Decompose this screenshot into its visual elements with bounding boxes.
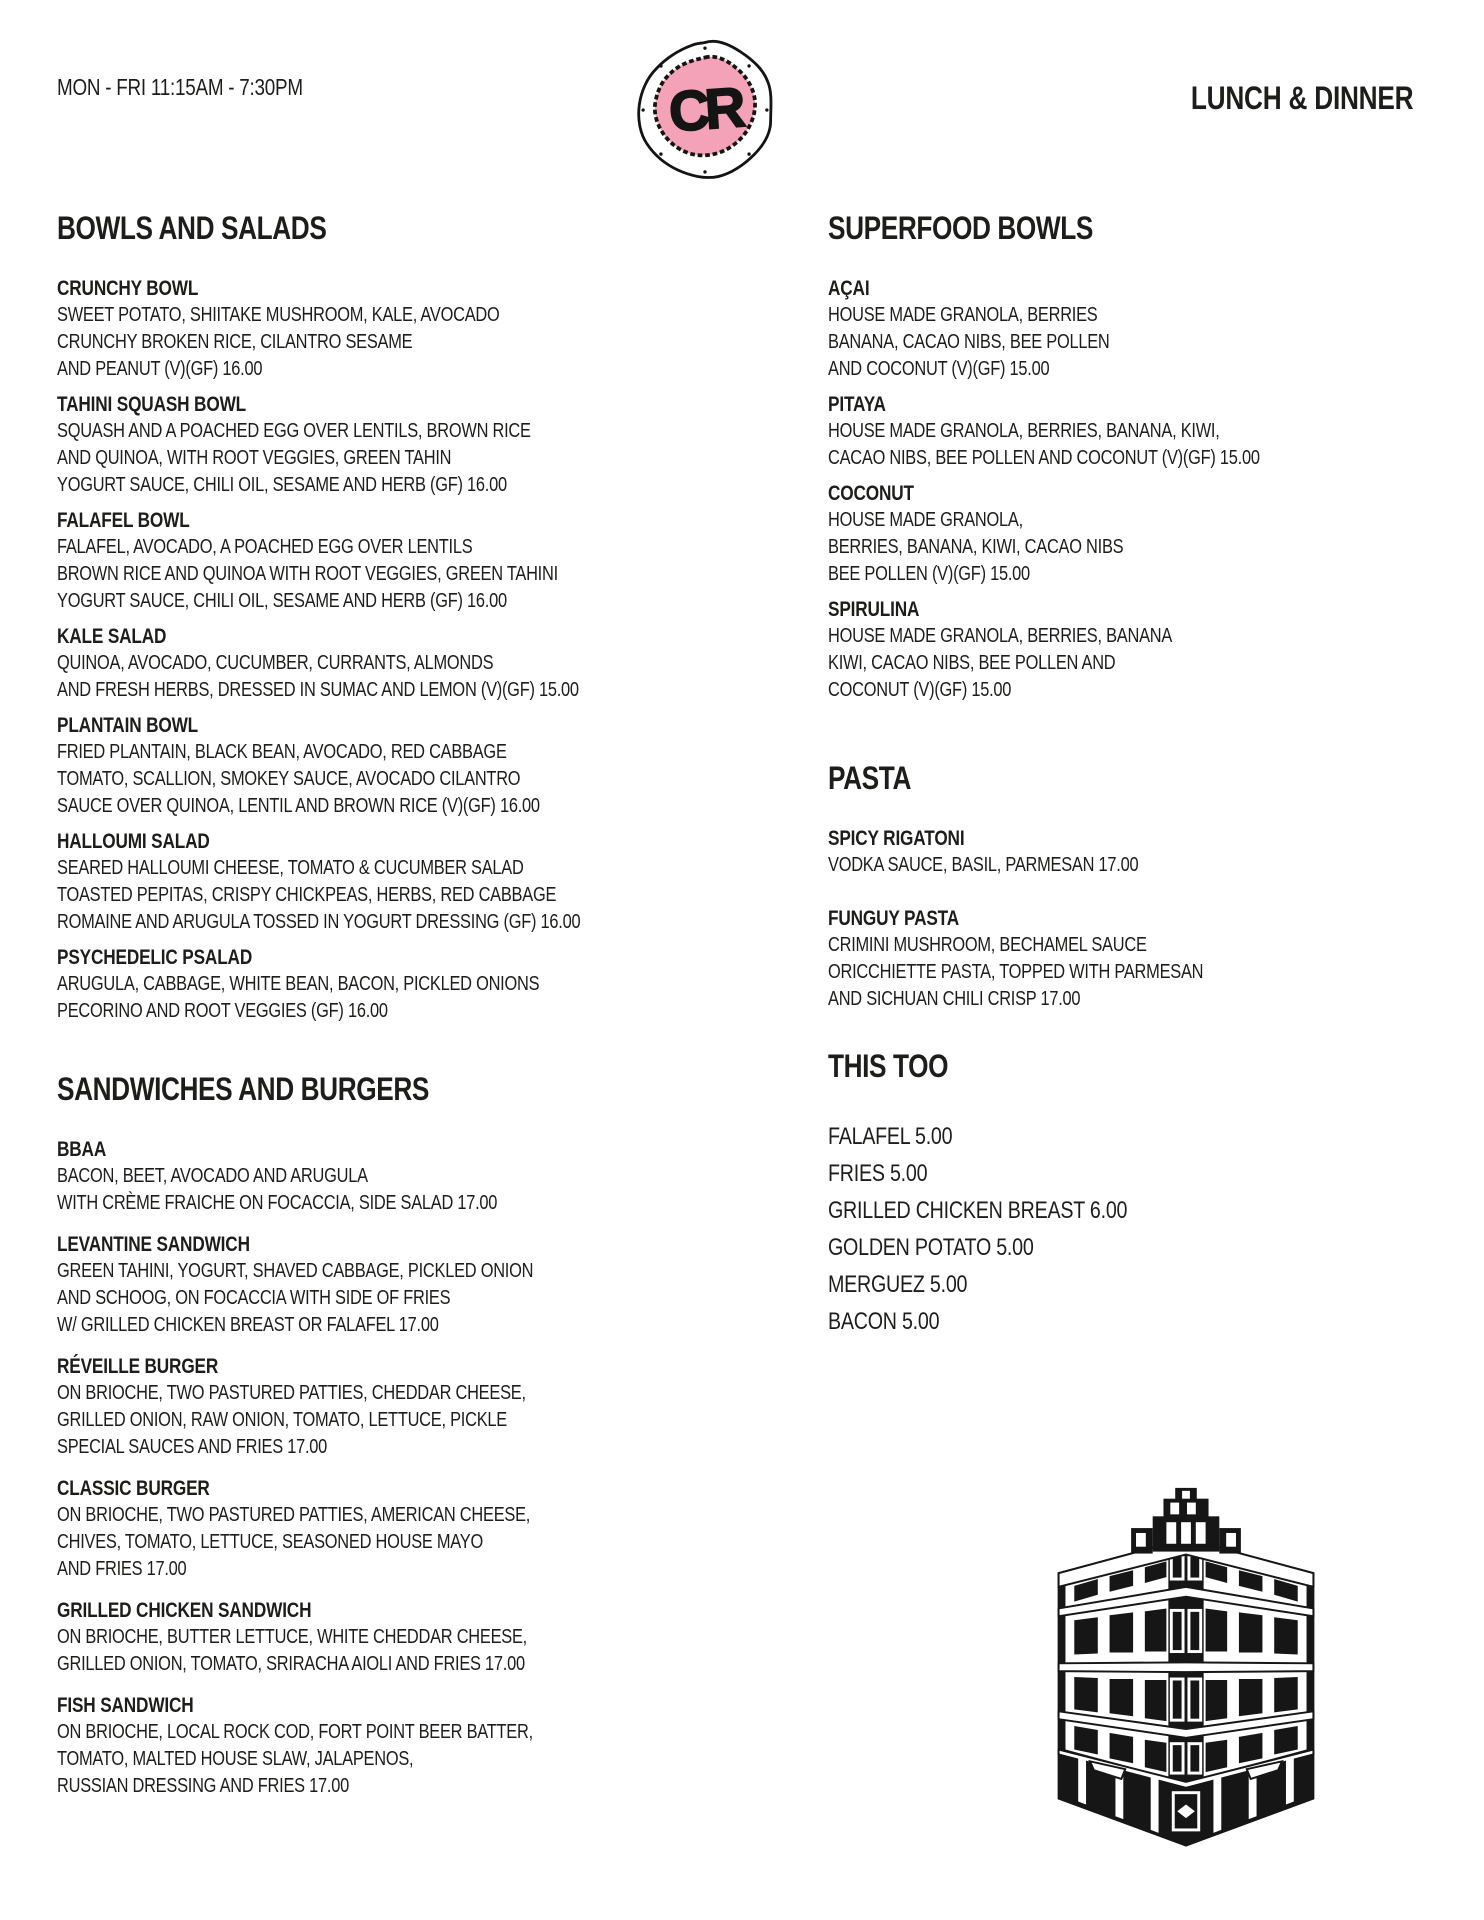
item-name: PSYCHEDELIC PSALAD <box>57 946 253 969</box>
item-name: RÉVEILLE BURGER <box>57 1355 219 1378</box>
item-desc-line: AND FRESH HERBS, DRESSED IN SUMAC AND LEMON (V)(GF) 15.00 <box>57 679 579 701</box>
item-desc-line: RUSSIAN DRESSING AND FRIES 17.00 <box>57 1775 349 1797</box>
item-desc-line: ON BRIOCHE, LOCAL ROCK COD, FORT POINT BEER BATTER, <box>57 1721 533 1743</box>
item-desc-line: HOUSE MADE GRANOLA, BERRIES, BANANA <box>828 625 1173 647</box>
item-name: BBAA <box>57 1138 107 1161</box>
menu-item <box>57 393 762 499</box>
logo-monogram: CR <box>666 75 743 144</box>
item-name: PITAYA <box>828 393 886 416</box>
item-desc-line: VODKA SAUCE, BASIL, PARMESAN 17.00 <box>828 854 1139 876</box>
item-desc-line: CHIVES, TOMATO, LETTUCE, SEASONED HOUSE MAYO <box>57 1531 483 1553</box>
item-desc-line: BROWN RICE AND QUINOA WITH ROOT VEGGIES, GREEN TAHINI <box>57 563 558 585</box>
section-pasta <box>828 762 1468 1013</box>
item-desc-line: SPECIAL SAUCES AND FRIES 17.00 <box>57 1436 328 1458</box>
item-desc-line: BACON, BEET, AVOCADO AND ARUGULA <box>57 1165 368 1187</box>
menu-item <box>57 946 762 1025</box>
menu-item <box>828 393 1468 472</box>
item-desc-line: TOASTED PEPITAS, CRISPY CHICKPEAS, HERBS, RED CABBAGE <box>57 884 557 906</box>
section-heading: THIS TOO <box>828 1048 949 1084</box>
item-desc-line: ON BRIOCHE, TWO PASTURED PATTIES, AMERICAN CHEESE, <box>57 1504 531 1526</box>
list-item: FALAFEL 5.00 <box>828 1123 953 1150</box>
menu-item <box>828 482 1468 588</box>
item-name: FISH SANDWICH <box>57 1694 194 1717</box>
menu-item <box>57 1694 762 1800</box>
item-desc-line: PECORINO AND ROOT VEGGIES (GF) 16.00 <box>57 1000 388 1022</box>
menu-item <box>828 907 1468 1013</box>
item-name: KALE SALAD <box>57 625 167 648</box>
menu-item <box>57 1599 762 1678</box>
item-desc-line: QUINOA, AVOCADO, CUCUMBER, CURRANTS, ALMONDS <box>57 652 494 674</box>
item-desc-line: ON BRIOCHE, TWO PASTURED PATTIES, CHEDDAR CHEESE, <box>57 1382 526 1404</box>
item-desc-line: FRIED PLANTAIN, BLACK BEAN, AVOCADO, RED CABBAGE <box>57 741 507 763</box>
item-desc-line: AND SCHOOG, ON FOCACCIA WITH SIDE OF FRIES <box>57 1287 451 1309</box>
section-bowls-and-salads <box>57 212 762 1025</box>
menu-item <box>828 598 1468 704</box>
section-heading: SANDWICHES AND BURGERS <box>57 1071 429 1107</box>
list-item: MERGUEZ 5.00 <box>828 1271 968 1298</box>
item-desc-line: HOUSE MADE GRANOLA, BERRIES <box>828 304 1098 326</box>
item-desc-line: TOMATO, SCALLION, SMOKEY SAUCE, AVOCADO CILANTRO <box>57 768 521 790</box>
opening-hours: MON - FRI 11:15AM - 7:30PM <box>57 74 303 100</box>
section-heading: PASTA <box>828 760 911 796</box>
item-desc-line: KIWI, CACAO NIBS, BEE POLLEN AND <box>828 652 1116 674</box>
item-desc-line: COCONUT (V)(GF) 15.00 <box>828 679 1012 701</box>
item-desc-line: GRILLED ONION, TOMATO, SRIRACHA AIOLI AND FRIES 17.00 <box>57 1653 525 1675</box>
item-desc-line: YOGURT SAUCE, CHILI OIL, SESAME AND HERB (GF) 16.00 <box>57 474 507 496</box>
item-desc-line: AND FRIES 17.00 <box>57 1558 187 1580</box>
item-desc-line: BEE POLLEN (V)(GF) 15.00 <box>828 563 1030 585</box>
menu-item <box>57 509 762 615</box>
list-item: BACON 5.00 <box>828 1308 940 1335</box>
item-name: CRUNCHY BOWL <box>57 277 199 300</box>
item-name: COCONUT <box>828 482 914 505</box>
item-desc-line: TOMATO, MALTED HOUSE SLAW, JALAPENOS, <box>57 1748 414 1770</box>
menu-item <box>57 1355 762 1461</box>
menu-item <box>57 277 762 383</box>
item-desc-line: HOUSE MADE GRANOLA, BERRIES, BANANA, KIWI, <box>828 420 1220 442</box>
section-heading: BOWLS AND SALADS <box>57 210 327 246</box>
item-desc-line: WITH CRÈME FRAICHE ON FOCACCIA, SIDE SALAD 17.00 <box>57 1192 498 1214</box>
right-column <box>828 212 1468 1340</box>
item-desc-line: AND PEANUT (V)(GF) 16.00 <box>57 358 263 380</box>
item-desc-line: FALAFEL, AVOCADO, A POACHED EGG OVER LENTILS <box>57 536 473 558</box>
item-desc-line: HOUSE MADE GRANOLA, <box>828 509 1023 531</box>
menu-item <box>57 714 762 820</box>
item-desc-line: W/ GRILLED CHICKEN BREAST OR FALAFEL 17.00 <box>57 1314 439 1336</box>
menu-item <box>828 827 1468 879</box>
item-desc-line: SEARED HALLOUMI CHEESE, TOMATO & CUCUMBER SALAD <box>57 857 524 879</box>
section-this-too <box>828 1050 1468 1340</box>
item-desc-line: BANANA, CACAO NIBS, BEE POLLEN <box>828 331 1110 353</box>
item-desc-line: GREEN TAHINI, YOGURT, SHAVED CABBAGE, PICKLED ONION <box>57 1260 534 1282</box>
item-desc-line: CRUNCHY BROKEN RICE, CILANTRO SESAME <box>57 331 413 353</box>
item-desc-line: GRILLED ONION, RAW ONION, TOMATO, LETTUCE, PICKLE <box>57 1409 507 1431</box>
menu-item <box>57 1138 762 1217</box>
menu-item <box>828 277 1468 383</box>
item-desc-line: AND SICHUAN CHILI CRISP 17.00 <box>828 988 1081 1010</box>
left-column <box>57 212 762 1816</box>
cr-badge-logo <box>630 34 780 186</box>
item-desc-line: CRIMINI MUSHROOM, BECHAMEL SAUCE <box>828 934 1147 956</box>
this-too-list <box>828 1118 1468 1340</box>
item-name: FUNGUY PASTA <box>828 907 960 930</box>
item-desc-line: SQUASH AND A POACHED EGG OVER LENTILS, BROWN RICE <box>57 420 531 442</box>
item-name: TAHINI SQUASH BOWL <box>57 393 247 416</box>
menu-item <box>57 1233 762 1339</box>
list-item: GOLDEN POTATO 5.00 <box>828 1234 1034 1261</box>
menu-title: LUNCH & DINNER <box>1190 80 1413 116</box>
item-desc-line: CACAO NIBS, BEE POLLEN AND COCONUT (V)(GF) 15.00 <box>828 447 1260 469</box>
item-desc-line: SAUCE OVER QUINOA, LENTIL AND BROWN RICE (V)(GF) 16.00 <box>57 795 540 817</box>
item-name: SPICY RIGATONI <box>828 827 965 850</box>
section-superfood-bowls <box>828 212 1468 704</box>
menu-item <box>57 625 762 704</box>
item-desc-line: ARUGULA, CABBAGE, WHITE BEAN, BACON, PICKLED ONIONS <box>57 973 540 995</box>
item-name: AÇAI <box>828 277 870 300</box>
section-sandwiches-and-burgers <box>57 1073 762 1800</box>
item-desc-line: AND QUINOA, WITH ROOT VEGGIES, GREEN TAHIN <box>57 447 452 469</box>
item-desc-line: AND COCONUT (V)(GF) 15.00 <box>828 358 1050 380</box>
item-name: PLANTAIN BOWL <box>57 714 199 737</box>
item-name: LEVANTINE SANDWICH <box>57 1233 250 1256</box>
item-name: GRILLED CHICKEN SANDWICH <box>57 1599 312 1622</box>
corner-building-illustration <box>1030 1483 1342 1875</box>
list-item: FRIES 5.00 <box>828 1160 928 1187</box>
list-item: GRILLED CHICKEN BREAST 6.00 <box>828 1197 1128 1224</box>
section-heading: SUPERFOOD BOWLS <box>828 210 1094 246</box>
menu-item <box>57 1477 762 1583</box>
item-name: HALLOUMI SALAD <box>57 830 210 853</box>
menu-item <box>57 830 762 936</box>
item-name: FALAFEL BOWL <box>57 509 190 532</box>
item-desc-line: SWEET POTATO, SHIITAKE MUSHROOM, KALE, AVOCADO <box>57 304 500 326</box>
item-desc-line: BERRIES, BANANA, KIWI, CACAO NIBS <box>828 536 1124 558</box>
item-desc-line: ROMAINE AND ARUGULA TOSSED IN YOGURT DRESSING (GF) 16.00 <box>57 911 581 933</box>
item-name: CLASSIC BURGER <box>57 1477 210 1500</box>
item-desc-line: ORICCHIETTE PASTA, TOPPED WITH PARMESAN <box>828 961 1204 983</box>
item-desc-line: ON BRIOCHE, BUTTER LETTUCE, WHITE CHEDDAR CHEESE, <box>57 1626 527 1648</box>
item-desc-line: YOGURT SAUCE, CHILI OIL, SESAME AND HERB (GF) 16.00 <box>57 590 507 612</box>
item-name: SPIRULINA <box>828 598 920 621</box>
